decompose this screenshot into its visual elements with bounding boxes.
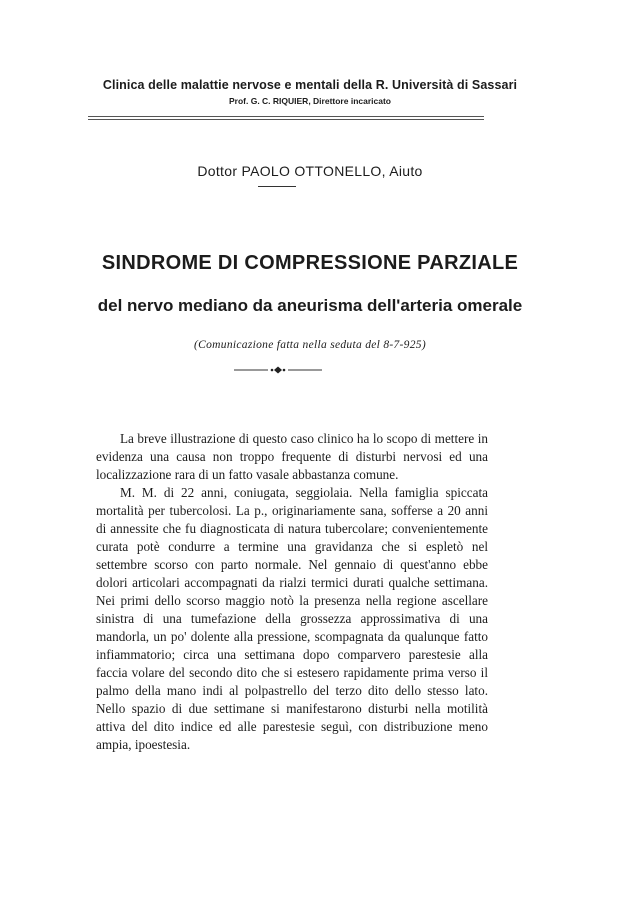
header-rule-bottom xyxy=(88,119,484,120)
body-paragraph-1: La breve illustrazione di questo caso clinico ha lo scopo di mettere in evidenza una causa non troppo frequente di disturbi nervosi ed una localizzazione rara di un fatto vasale abbastanza comune. xyxy=(96,431,488,482)
article-title-sub: del nervo mediano da aneurisma dell'arteria omerale xyxy=(97,296,523,315)
article-body xyxy=(96,430,488,754)
body-paragraph-2: M. M. di 22 anni, coniugata, seggiolaia. Nella famiglia spiccata mortalità per tubercolosi. La p., originariamente sana, sofferse a 20 anni di annessite che fu diagnosticata di natura tubercolare; convenientemente curata potè condurre a termine una gravidanza che si espletò nel settembre scorso con parto normale. Nel gennaio di quest'anno ebbe dolori articolari accompagnati da rialzi termici durati qualche settimana. Nei primi dello scorso maggio notò la presenza nella regione ascellare sinistra di una tumefazione della grossezza approssimativa di una mandorla, un po' dolente alla pressione, scompagnata da qualunque fatto infiammatorio; circa una settimana dopo comparvero parestesie alla faccia volare del secondo dito che si estesero rapidamente prima verso il palmo della mano indi al polpastrello del terzo dito dello stesso lato. Nello spazio di due settimane si manifestarono disturbi nella motilità attiva del dito indice ed alle parestesie seguì, con distribuzione meno ampia, ipoestesia. xyxy=(96,485,488,752)
header-director: Prof. G. C. RIQUIER, Direttore incaricato xyxy=(228,96,391,106)
author-divider xyxy=(258,186,296,187)
ornament-divider xyxy=(232,364,324,376)
communication-note: (Comunicazione fatta nella seduta del 8-7-925) xyxy=(194,339,426,351)
article-title-main: SINDROME DI COMPRESSIONE PARZIALE xyxy=(101,252,519,274)
header-rule-top xyxy=(88,116,484,117)
author-line: Dottor PAOLO OTTONELLO, Aiuto xyxy=(197,163,423,179)
header-institution: Clinica delle malattie nervose e mentali della R. Università di Sassari xyxy=(102,78,518,92)
